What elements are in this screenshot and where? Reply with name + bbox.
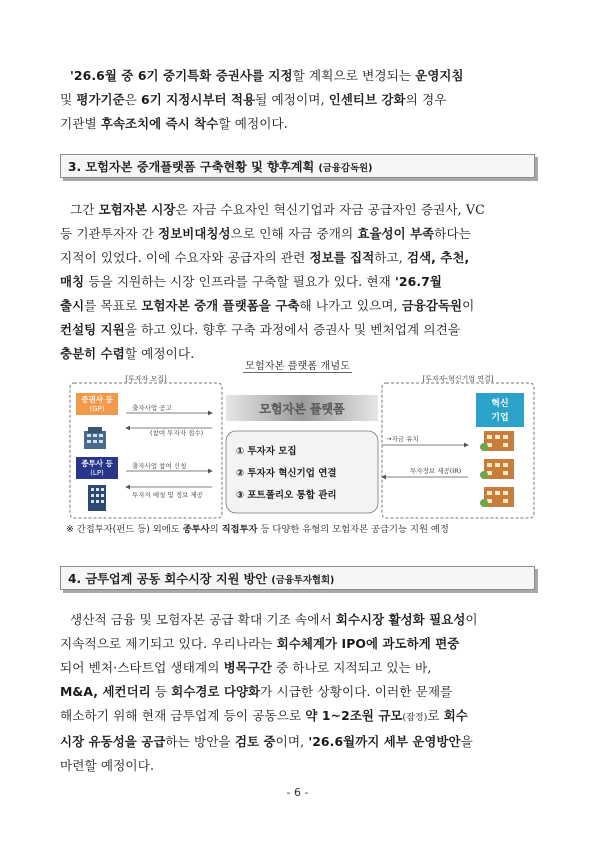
company-icon-1 xyxy=(480,431,514,451)
arrow-label-notice: 출자사업 공고 xyxy=(132,404,172,412)
office-tower-icon xyxy=(88,485,106,511)
section3-title: 3. 모험자본 중개플랫폼 구축현황 및 향후계획 xyxy=(68,160,315,174)
platform-label: 모험자본 플랫폼 xyxy=(259,402,345,416)
left-group-header: [투자자 모집] xyxy=(125,375,167,383)
securities-label: 증권사 등 xyxy=(81,395,113,404)
section3-heading xyxy=(60,154,535,178)
section4-title: 4. 금투업계 공동 회수시장 지원 방안 xyxy=(68,572,268,586)
innovator-label: 혁신 xyxy=(491,399,509,409)
arrow-label-matching: 투자자 매칭 및 정보 제공 xyxy=(132,491,204,499)
innovator-label-2: 기업 xyxy=(491,413,509,423)
diagram-note: ※ 간접투자(펀드 등) 외에도 종투사의 직접투자 등 다양한 유형의 모험자본 공급기능 지원 예정 xyxy=(66,524,449,535)
investor-label: 종투사 등 xyxy=(81,459,113,468)
investor-sub: (LP) xyxy=(90,469,104,477)
securities-sub: (GP) xyxy=(89,405,105,413)
platform-diagram xyxy=(0,373,595,523)
function-item-recruit: ① 투자자 모집 xyxy=(236,446,297,457)
section3-org: (금융감독원) xyxy=(318,163,373,174)
arrow-label-receive: (참여 투자자 접수) xyxy=(150,429,204,437)
section4-org: (금융투자협회) xyxy=(271,575,335,586)
company-icon-3 xyxy=(480,487,514,507)
company-icon-2 xyxy=(480,459,514,479)
section3-paragraph: 그간 모험자본 시장은 자금 수요자인 혁신기업과 자금 공급자인 증권사, VC 등 기관투자자 간 정보비대칭성으로 인해 자금 중개의 효율성이 부족하다는 지적이 있었다. 이에 수요자와 공급자의 관련 정보를 집적하고, 검색, 추천, 매칭 등을 지원하는 시장 인프라를 구축할 필요가 있다. 현재 '26.7월 출시를 목표로 모험자본 중개 플랫폼을 구축해 나가고 있으며, 금융감독원이 컨설팅 지원을 하고 있다. 향후 구축 과정에서 증권사 및 벤처업계 의견을 충분히 수렴할 예정이다. xyxy=(60,202,485,361)
arrow-label-fund: →자금 유치 xyxy=(386,435,419,443)
function-item-connect: ② 투자자 혁신기업 연결 xyxy=(236,468,337,479)
page-number: - 6 - xyxy=(286,786,309,799)
intro-paragraph: '26.6월 중 6기 중기특화 증권사를 지정할 계획으로 변경되는 운영지침 및 평가기준은 6기 지정시부터 적용될 예정이며, 인센티브 강화의 경우 기관별 후속조치에 즉시 착수할 예정이다. xyxy=(60,68,464,131)
function-item-portfolio: ③ 포트폴리오 통합 관리 xyxy=(236,490,337,501)
diagram-title: 모험자본 플랫폼 개념도 xyxy=(245,361,350,372)
right-group-header: [투자자-혁신기업 연결] xyxy=(422,375,494,383)
section4-paragraph: 생산적 금융 및 모험자본 공급 확대 기조 속에서 회수시장 활성화 필요성이 지속적으로 제기되고 있다. 우리나라는 회수체계가 IPO에 과도하게 편중 되어 벤처·스타트업 생태계의 병목구간 중 하나로 지적되고 있는 바, M&A, 세컨더리 등 회수경로 다양화가 시급한 상황이다. 이러한 문제를 해소하기 위해 현재 금투업계 등이 공동으로 약 1~2조원 규모(잠정)로 회수 시장 유동성을 공급하는 방안을 검토 중이며, '26.6월까지 세부 운영방안을 마련할 예정이다. xyxy=(60,612,478,773)
arrow-label-ir: 투자정보 제공(IR) xyxy=(410,467,462,475)
arrow-label-apply: 출자사업 참여 신청 xyxy=(132,462,187,470)
building-icon xyxy=(84,427,106,449)
section4-heading xyxy=(60,566,535,590)
